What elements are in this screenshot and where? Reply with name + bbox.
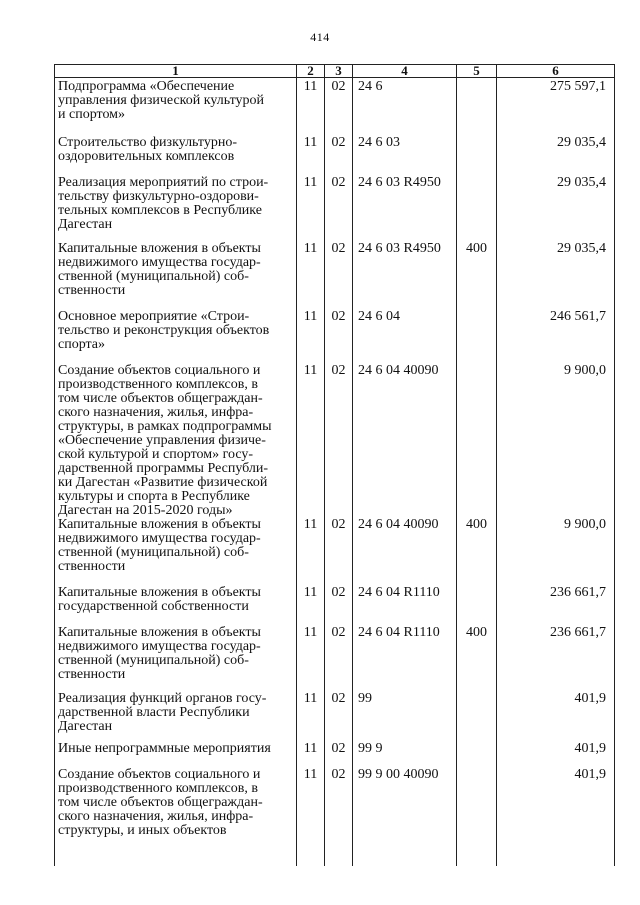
row-name-cell [55,692,297,742]
row-name-line: Капитальные вложения в объекты [58,240,261,256]
row-name-line: и спортом» [58,107,126,122]
subsection-cell: 02 [325,768,353,866]
row-name-line: дарственной программы Республи- [58,460,269,476]
row-name-line: дарственной власти Республики [58,704,250,720]
amount-cell: 29 035,4 [497,176,615,242]
target-article-cell: 24 6 03 R4950 [353,242,457,310]
subsection-cell: 02 [325,692,353,742]
row-name-line: тельство и реконструкция объектов [58,322,270,338]
row-name-line: недвижимого имущества государ- [58,638,261,654]
page-number: 414 [310,30,330,44]
expense-type-cell [457,78,497,136]
row-name-cell [55,742,297,768]
subsection-cell: 02 [325,176,353,242]
row-name-line: Реализация функций органов госу- [58,690,267,706]
table-header-row [55,65,615,78]
row-name-line: Реализация мероприятий по строи- [58,174,269,190]
row-name-line: Создание объектов социального и [58,362,261,378]
expense-type-cell [457,742,497,768]
amount-cell: 9 900,0 [497,364,615,518]
table-row [55,742,615,768]
row-name-line: Дагестан на 2015-2020 годы» [58,502,233,518]
subsection-cell: 02 [325,364,353,518]
row-name-line: ского назначения, жилья, инфра- [58,808,254,824]
row-name-line: Дагестан [58,718,113,734]
row-name-line: тельству физкультурно-оздорови- [58,188,259,204]
column-header-2: 2 [297,65,325,78]
table-row [55,242,615,310]
row-name-line: ственности [58,282,126,298]
section-cell: 11 [297,742,325,768]
target-article-cell: 24 6 04 [353,310,457,364]
expense-type-cell [457,586,497,626]
row-name-cell [55,136,297,176]
table-row [55,136,615,176]
section-cell: 11 [297,364,325,518]
target-article-cell: 24 6 04 40090 [353,518,457,586]
amount-cell: 275 597,1 [497,78,615,136]
expense-type-cell [457,176,497,242]
section-cell: 11 [297,768,325,866]
expense-type-cell [457,364,497,518]
table-row [55,176,615,242]
target-article-cell: 24 6 04 R1110 [353,586,457,626]
target-article-cell: 24 6 [353,78,457,136]
row-name-line: недвижимого имущества государ- [58,530,261,546]
target-article-cell: 99 9 [353,742,457,768]
amount-cell: 29 035,4 [497,242,615,310]
column-header-6: 6 [497,65,615,78]
table-row [55,586,615,626]
row-name-line: Капитальные вложения в объекты [58,584,261,600]
row-name-cell [55,242,297,310]
amount-cell: 9 900,0 [497,518,615,586]
amount-cell: 246 561,7 [497,310,615,364]
section-cell: 11 [297,78,325,136]
subsection-cell: 02 [325,78,353,136]
row-name-cell [55,176,297,242]
row-name-line: Основное мероприятие «Строи- [58,308,250,324]
subsection-cell: 02 [325,586,353,626]
expense-type-cell: 400 [457,626,497,692]
row-name-line: ственности [58,666,126,682]
table-body [55,78,615,866]
section-cell: 11 [297,692,325,742]
expense-type-cell: 400 [457,518,497,586]
row-name-line: ской культурой и спортом» госу- [58,446,254,462]
row-name-line: производственного комплексов, в [58,780,258,796]
row-name-cell [55,310,297,364]
row-name-line: государственной собственности [58,598,249,614]
subsection-cell: 02 [325,518,353,586]
row-name-line: производственного комплексов, в [58,376,258,392]
amount-cell: 401,9 [497,742,615,768]
amount-cell: 401,9 [497,768,615,866]
row-name-line: ственности [58,558,126,574]
row-name-line: недвижимого имущества государ- [58,254,261,270]
expense-type-cell: 400 [457,242,497,310]
amount-cell: 236 661,7 [497,626,615,692]
row-name-cell [55,78,297,136]
row-name-line: Подпрограмма «Обеспечение [58,79,235,94]
row-name-line: Строительство физкультурно- [58,134,237,150]
subsection-cell: 02 [325,626,353,692]
row-name-line: том числе объектов общеграждан- [58,390,263,406]
amount-cell: 401,9 [497,692,615,742]
amount-cell: 29 035,4 [497,136,615,176]
section-cell: 11 [297,310,325,364]
row-name-line: ственной (муниципальной) соб- [58,652,249,668]
row-name-line: Создание объектов социального и [58,766,261,782]
row-name-line: структуры, и иных объектов [58,822,227,838]
expense-type-cell [457,768,497,866]
row-name-cell [55,518,297,586]
row-name-line: ственной (муниципальной) соб- [58,544,249,560]
target-article-cell: 24 6 04 40090 [353,364,457,518]
target-article-cell: 24 6 03 R4950 [353,176,457,242]
row-name-line: тельных комплексов в Республике [58,202,262,218]
row-name-cell [55,626,297,692]
target-article-cell: 99 [353,692,457,742]
table-row [55,692,615,742]
row-name-line: Капитальные вложения в объекты [58,624,261,640]
table-row [55,518,615,586]
subsection-cell: 02 [325,742,353,768]
table-row [55,364,615,518]
section-cell: 11 [297,626,325,692]
expense-type-cell [457,692,497,742]
row-name-line: оздоровительных комплексов [58,148,235,164]
row-name-line: ки Дагестан «Развитие физической [58,474,268,490]
section-cell: 11 [297,518,325,586]
row-name-line: Иные непрограммные мероприятия [58,740,271,756]
section-cell: 11 [297,586,325,626]
row-name-line: Дагестан [58,216,113,232]
column-header-3: 3 [325,65,353,78]
target-article-cell: 24 6 04 R1110 [353,626,457,692]
subsection-cell: 02 [325,136,353,176]
row-name-cell [55,586,297,626]
row-name-line: «Обеспечение управления физиче- [58,432,266,448]
table-row [55,768,615,866]
row-name-line: управления физической культурой [58,93,264,108]
table-row [55,626,615,692]
row-name-line: том числе объектов общеграждан- [58,794,263,810]
row-name-cell [55,364,297,518]
subsection-cell: 02 [325,310,353,364]
section-cell: 11 [297,176,325,242]
target-article-cell: 99 9 00 40090 [353,768,457,866]
row-name-line: спорта» [58,336,106,352]
row-name-line: структуры, в рамках подпрограммы [58,418,272,434]
expense-type-cell [457,310,497,364]
row-name-line: культуры и спорта в Республике [58,488,250,504]
row-name-line: Капитальные вложения в объекты [58,516,261,532]
column-header-1: 1 [55,65,297,78]
table-row [55,78,615,136]
row-name-cell [55,768,297,866]
amount-cell: 236 661,7 [497,586,615,626]
column-header-4: 4 [353,65,457,78]
column-header-5: 5 [457,65,497,78]
budget-table [54,64,615,866]
table-row [55,310,615,364]
target-article-cell: 24 6 03 [353,136,457,176]
row-name-line: ственной (муниципальной) соб- [58,268,249,284]
section-cell: 11 [297,242,325,310]
section-cell: 11 [297,136,325,176]
row-name-line: ского назначения, жилья, инфра- [58,404,254,420]
subsection-cell: 02 [325,242,353,310]
expense-type-cell [457,136,497,176]
